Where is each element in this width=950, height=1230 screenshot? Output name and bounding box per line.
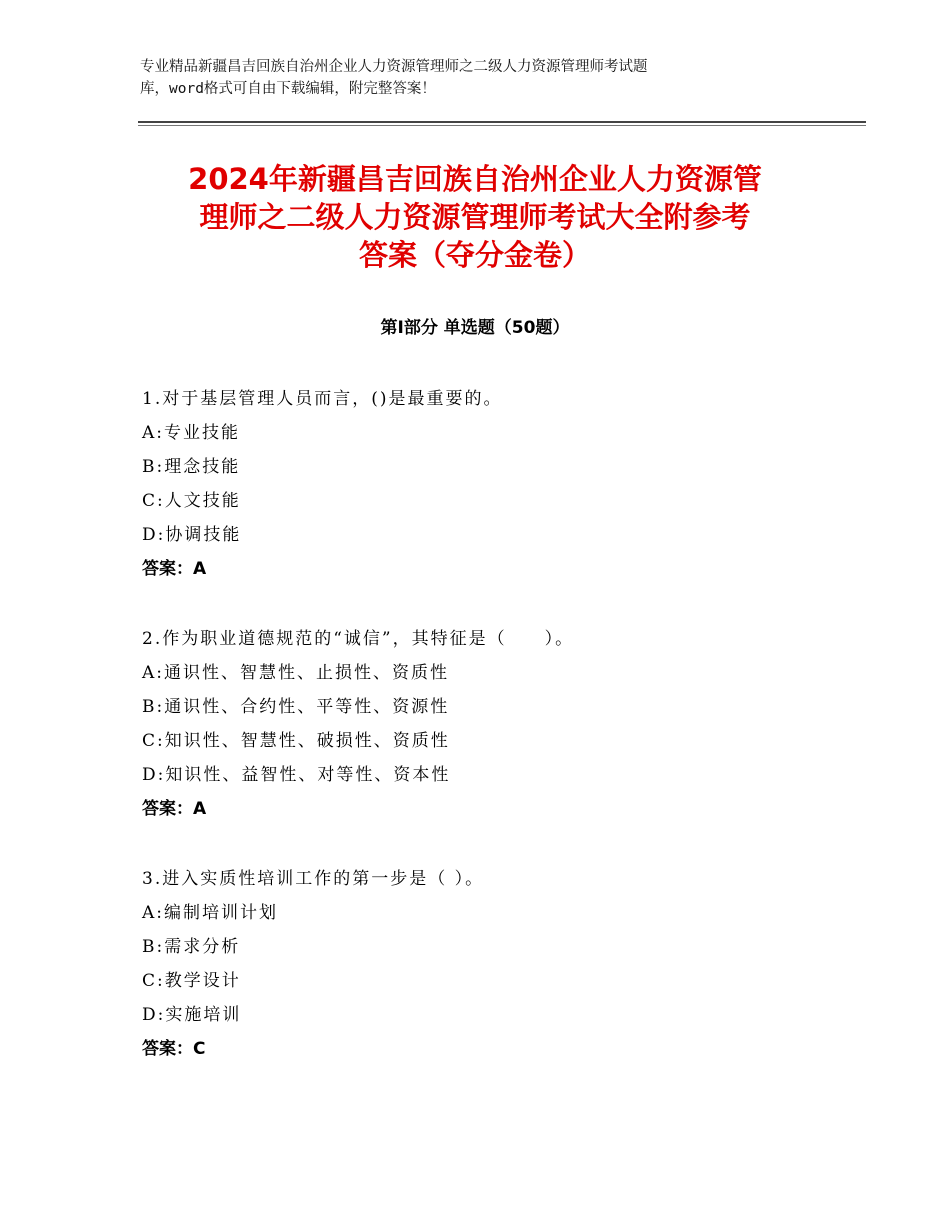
document-title [130, 160, 820, 274]
question-list [142, 382, 822, 1102]
option-c: C:教学设计 [142, 971, 241, 991]
section-heading: 第Ⅰ部分 单选题（50题） [380, 318, 570, 338]
question-stem: 3.进入实质性培训工作的第一步是（ ）。 [142, 869, 485, 889]
header-divider-thin [138, 125, 866, 126]
answer-label: 答案：A [142, 559, 207, 579]
header-note-line-1: 专业精品新疆昌吉回族自治州企业人力资源管理师之二级人力资源管理师考试题 [140, 59, 648, 75]
option-b: B:理念技能 [142, 457, 241, 477]
question-1 [142, 382, 822, 586]
title-line-1: 2024年新疆昌吉回族自治州企业人力资源管 [188, 162, 762, 196]
option-a: A:专业技能 [142, 423, 241, 443]
answer-label: 答案：A [142, 799, 207, 819]
header-divider-thick [138, 121, 866, 123]
header-note [140, 56, 820, 100]
header-note-line-2: 库，word格式可自由下载编辑，附完整答案！ [140, 81, 436, 97]
option-a: A:编制培训计划 [142, 903, 279, 923]
option-c: C:知识性、智慧性、破损性、资质性 [142, 731, 450, 751]
option-b: B:需求分析 [142, 937, 241, 957]
answer-label: 答案：C [142, 1039, 206, 1059]
question-stem: 1.对于基层管理人员而言，()是最重要的。 [142, 389, 503, 409]
title-line-3: 答案（夺分金卷） [358, 238, 591, 272]
question-stem: 2.作为职业道德规范的“诚信”，其特征是（ ）。 [142, 629, 575, 649]
option-d: D:知识性、益智性、对等性、资本性 [142, 765, 451, 785]
option-d: D:协调技能 [142, 525, 242, 545]
option-d: D:实施培训 [142, 1005, 242, 1025]
option-c: C:人文技能 [142, 491, 241, 511]
title-line-2: 理师之二级人力资源管理师考试大全附参考 [199, 200, 751, 234]
option-b: B:通识性、合约性、平等性、资源性 [142, 697, 450, 717]
question-3 [142, 862, 822, 1066]
option-a: A:通识性、智慧性、止损性、资质性 [142, 663, 450, 683]
question-2 [142, 622, 822, 826]
